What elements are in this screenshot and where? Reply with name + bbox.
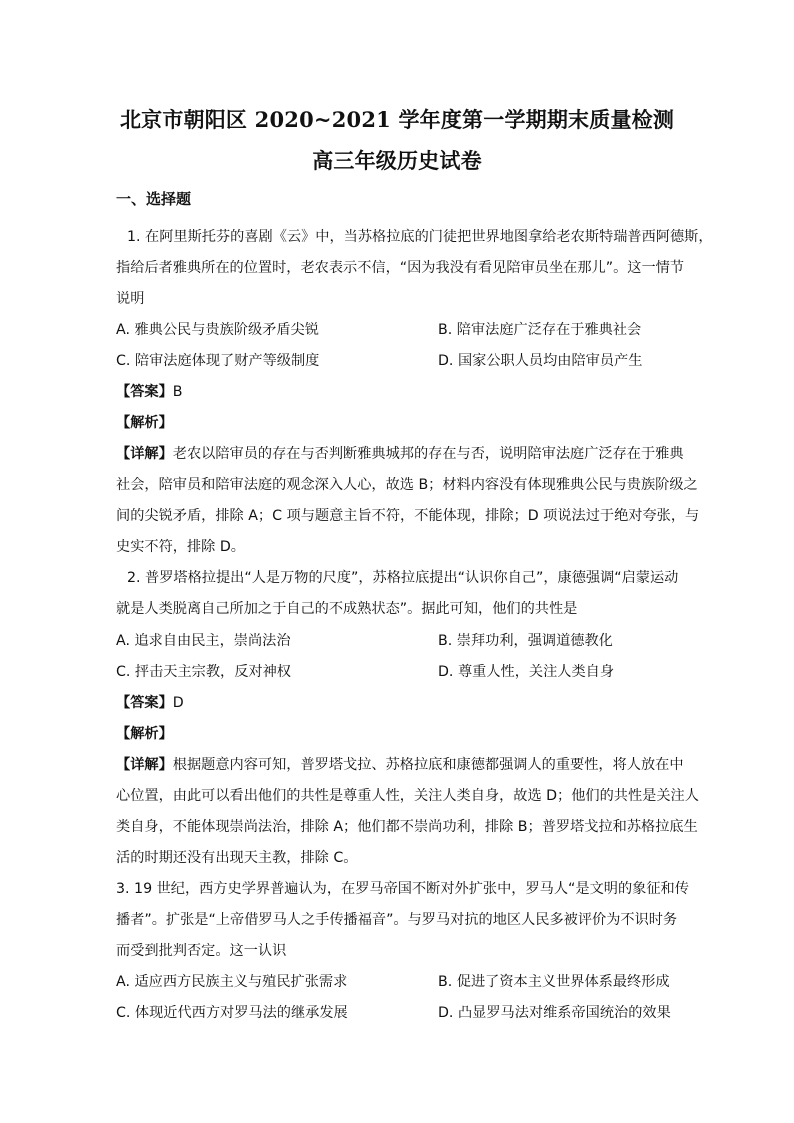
question-2-answer xyxy=(116,692,184,712)
question-2-option-c: C. 抨击天主宗教，反对神权 xyxy=(116,664,291,680)
question-1-analysis xyxy=(116,412,173,432)
question-2-detail-line-1 xyxy=(116,754,684,774)
answer-label: 【答案】 xyxy=(116,384,173,400)
question-3-stem-line-3: 而受到批判否定。这一认识 xyxy=(116,943,287,959)
question-1-option-b: B. 陪审法庭广泛存在于雅典社会 xyxy=(438,322,642,338)
question-1-answer xyxy=(116,381,183,401)
analysis-label: 【解析】 xyxy=(116,726,173,742)
question-3-option-b: B. 促进了资本主义世界体系最终形成 xyxy=(438,974,670,990)
question-1-option-a: A. 雅典公民与贵族阶级矛盾尖锐 xyxy=(116,322,319,338)
question-2-stem-line-2: 就是人类脱离自己所加之于自己的不成熟状态”。据此可知，他们的共性是 xyxy=(116,601,578,617)
question-1-detail-line-4: 史实不符，排除 D。 xyxy=(116,539,245,555)
question-3-stem-line-1: 3. 19 世纪，西方史学界普遍认为，在罗马帝国不断对外扩张中，罗马人“是文明的象征和传 xyxy=(116,881,689,897)
question-2-detail-line-4: 活的时期还没有出现天主教，排除 C。 xyxy=(116,850,358,866)
answer-value: B xyxy=(172,384,183,400)
question-1-stem-line-2: 指给后者雅典所在的位置时，老农表示不信，“因为我没有看见陪审员坐在那儿”。这一情节 xyxy=(116,260,685,276)
question-1-option-d: D. 国家公职人员均由陪审员产生 xyxy=(438,353,643,369)
question-1-detail-line-3: 间的尖锐矛盾，排除 A；C 项与题意主旨不符，不能体现，排除；D 项说法过于绝对夸张，与 xyxy=(116,508,700,524)
section-title: 一、选择题 xyxy=(116,190,192,208)
analysis-label: 【解析】 xyxy=(116,415,173,431)
question-2-option-b: B. 崇拜功利，强调道德教化 xyxy=(438,633,613,649)
question-2-detail-line-3: 类自身，不能体现崇尚法治，排除 A；他们都不崇尚功利，排除 B；普罗塔戈拉和苏格拉底生 xyxy=(116,819,698,835)
question-1-detail-line-2: 社会，陪审员和陪审法庭的观念深入人心，故选 B；材料内容没有体现雅典公民与贵族阶级之 xyxy=(116,477,698,493)
exam-title: 北京市朝阳区 2020~2021 学年度第一学期期末质量检测 xyxy=(119,107,675,132)
answer-value: D xyxy=(172,695,184,711)
detail-text: 根据题意内容可知，普罗塔戈拉、苏格拉底和康德都强调人的重要性，将人放在中 xyxy=(172,757,684,773)
question-2-detail-line-2: 心位置，由此可以看出他们的共性是尊重人性，关注人类自身，故选 D；他们的共性是关注人 xyxy=(116,788,699,804)
question-2-stem-line-1: 2. 普罗塔格拉提出“人是万物的尺度”，苏格拉底提出“认识你自己”，康德强调“启蒙运动 xyxy=(127,570,679,586)
detail-label: 【详解】 xyxy=(116,446,173,462)
question-3-stem-line-2: 播者”。扩张是“上帝借罗马人之手传播福音”。与罗马对抗的地区人民多被评价为不识时务 xyxy=(116,912,678,928)
exam-subtitle: 高三年级历史试卷 xyxy=(312,148,482,173)
question-2-option-d: D. 尊重人性，关注人类自身 xyxy=(438,664,615,680)
question-3-option-d: D. 凸显罗马法对维系帝国统治的效果 xyxy=(438,1005,671,1021)
question-1-option-c: C. 陪审法庭体现了财产等级制度 xyxy=(116,353,320,369)
question-1-stem-line-3: 说明 xyxy=(116,291,145,307)
detail-label: 【详解】 xyxy=(116,757,173,773)
detail-text: 老农以陪审员的存在与否判断雅典城邦的存在与否，说明陪审法庭广泛存在于雅典 xyxy=(172,446,684,462)
question-1-stem-line-1: 1. 在阿里斯托芬的喜剧《云》中，当苏格拉底的门徒把世界地图拿给老农斯特瑞普西阿德斯， xyxy=(127,229,713,245)
question-3-option-a: A. 适应西方民族主义与殖民扩张需求 xyxy=(116,974,348,990)
question-1-detail-line-1 xyxy=(116,443,684,463)
question-2-analysis xyxy=(116,723,173,743)
question-2-option-a: A. 追求自由民主，崇尚法治 xyxy=(116,633,291,649)
answer-label: 【答案】 xyxy=(116,695,173,711)
question-3-option-c: C. 体现近代西方对罗马法的继承发展 xyxy=(116,1005,348,1021)
